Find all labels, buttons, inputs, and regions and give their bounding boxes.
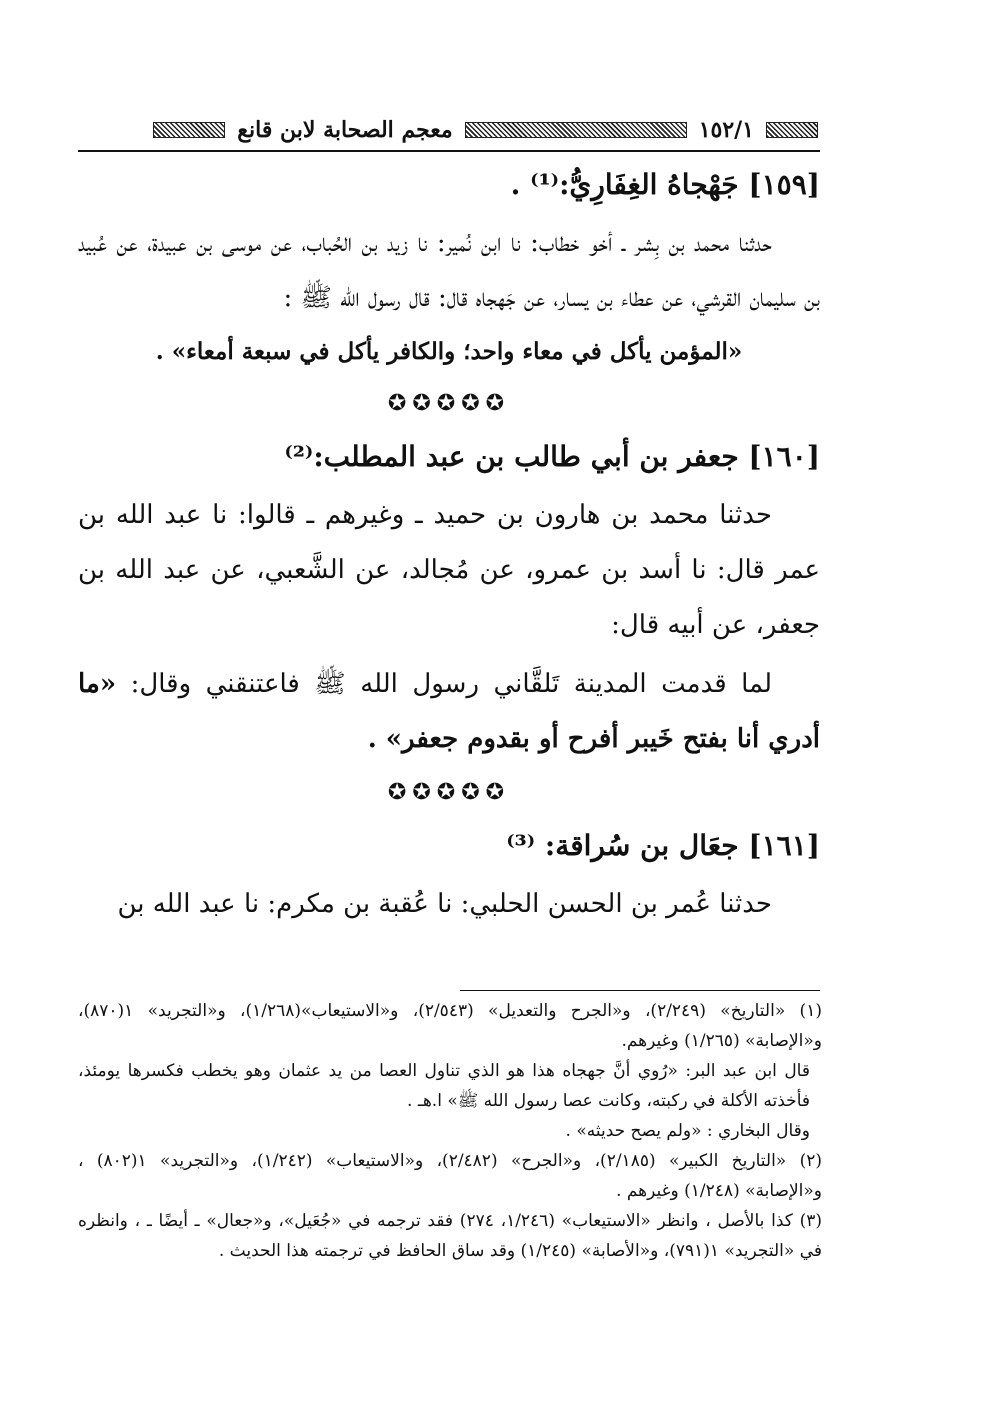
entry-title: [١٦٠] جعفر بن أبي طالب بن عبد المطلب:⁽²⁾ [284,440,820,473]
header-rule [78,150,820,152]
entry-title: [١٦١] جعَال بن سُراقة: ⁽³⁾ [506,829,820,862]
header-ornament [766,122,818,138]
footnote: وقال البخاري : «ولم يصح حديثه» . [565,1121,810,1141]
running-header [78,112,818,148]
header-ornament [465,122,687,138]
entry-paragraph: حدثنا عُمر بن الحسن الحلبي: نا عُقبة بن مكرم: نا عبد الله بن [117,889,772,919]
main-text [78,158,820,932]
entry-paragraph: حدثنا محمد بن بِشر ـ أخو خطاب: نا ابن نُمير: نا زيد بن الحُباب، عن موسى بن عبيدة، عن عُبيد بن سليمان القرشي، عن عطاء بن يسار، عن جَهجاه قال: قال رسول الله ﷺ : [78,228,820,313]
hadith-text: «ما أدري أنا بفتح خَيبر أفرح أو بقدوم جعفر» . [78,669,820,754]
footnotes [78,996,822,1266]
footnote: قال ابن عبد البر: «رُوي أنَّ جهجاه هذا هو الذي تناول العصا من يد عثمان وهو يخطب فكسرها يومئذ، فأخذته الأكلة في ركبته، وكانت عصا رسول الله ﷺ» ا.هـ . [78,1061,810,1111]
footnote: (١) «التاريخ» (٢/٢٤٩)، و«الجرح والتعديل» (٢/٥٤٣)، و«الاستيعاب»(١/٢٦٨)، و«التجريد» ١(٨٧٠)، و«الإصابة» (١/٢٦٥) وغيرهم. [78,1001,822,1051]
page-number: ١٥٢/١ [698,117,754,143]
section-separator: ✪✪✪✪✪ [387,391,511,416]
section-separator: ✪✪✪✪✪ [387,780,511,805]
narration-text: لما قدمت المدينة تَلقَّاني رسول الله ﷺ فاعتنقني وقال: [116,669,772,699]
footnote-rule [460,990,820,991]
footnote: (٢) «التاريخ الكبير» (٢/١٨٥)، و«الجرح» (٢/٤٨٢)، و«الاستيعاب» (١/٢٤٢)، و«التجريد» ١(٨٠٢) ، و«الإصابة» (١/٢٤٨) وغيرهم . [78,1151,822,1201]
header-ornament [153,122,225,138]
entry-paragraph [78,657,820,767]
entry-paragraph: حدثنا محمد بن هارون بن حميد ـ وغيرهم ـ قالوا: نا عبد الله بن عمر قال: نا أسد بن عمرو، عن مُجالد، عن الشَّعبي، عن عبد الله بن جعفر، عن أبيه قال: [78,500,820,640]
footnote: (٣) كذا بالأصل ، وانظر «الاستيعاب» (١/٢٤٦، ٢٧٤) فقد ترجمه في «جُعَيل»، و«جعال» ـ أيضًا ـ ، وانظره في «التجريد» ١(٧٩١)، و«الأصابة» (١/٢٤٥) وقد ساق الحافظ في ترجمته هذا الحديث . [78,1211,823,1261]
book-title: معجم الصحابة لابن قانع [237,117,453,143]
hadith-text: «المؤمن يأكل في معاء واحد؛ والكافر يأكل في سبعة أمعاء» . [155,338,743,365]
entry-title: [١٥٩] جَهْجاهُ الغِفَارِيُّ:⁽¹⁾ . [510,168,820,201]
